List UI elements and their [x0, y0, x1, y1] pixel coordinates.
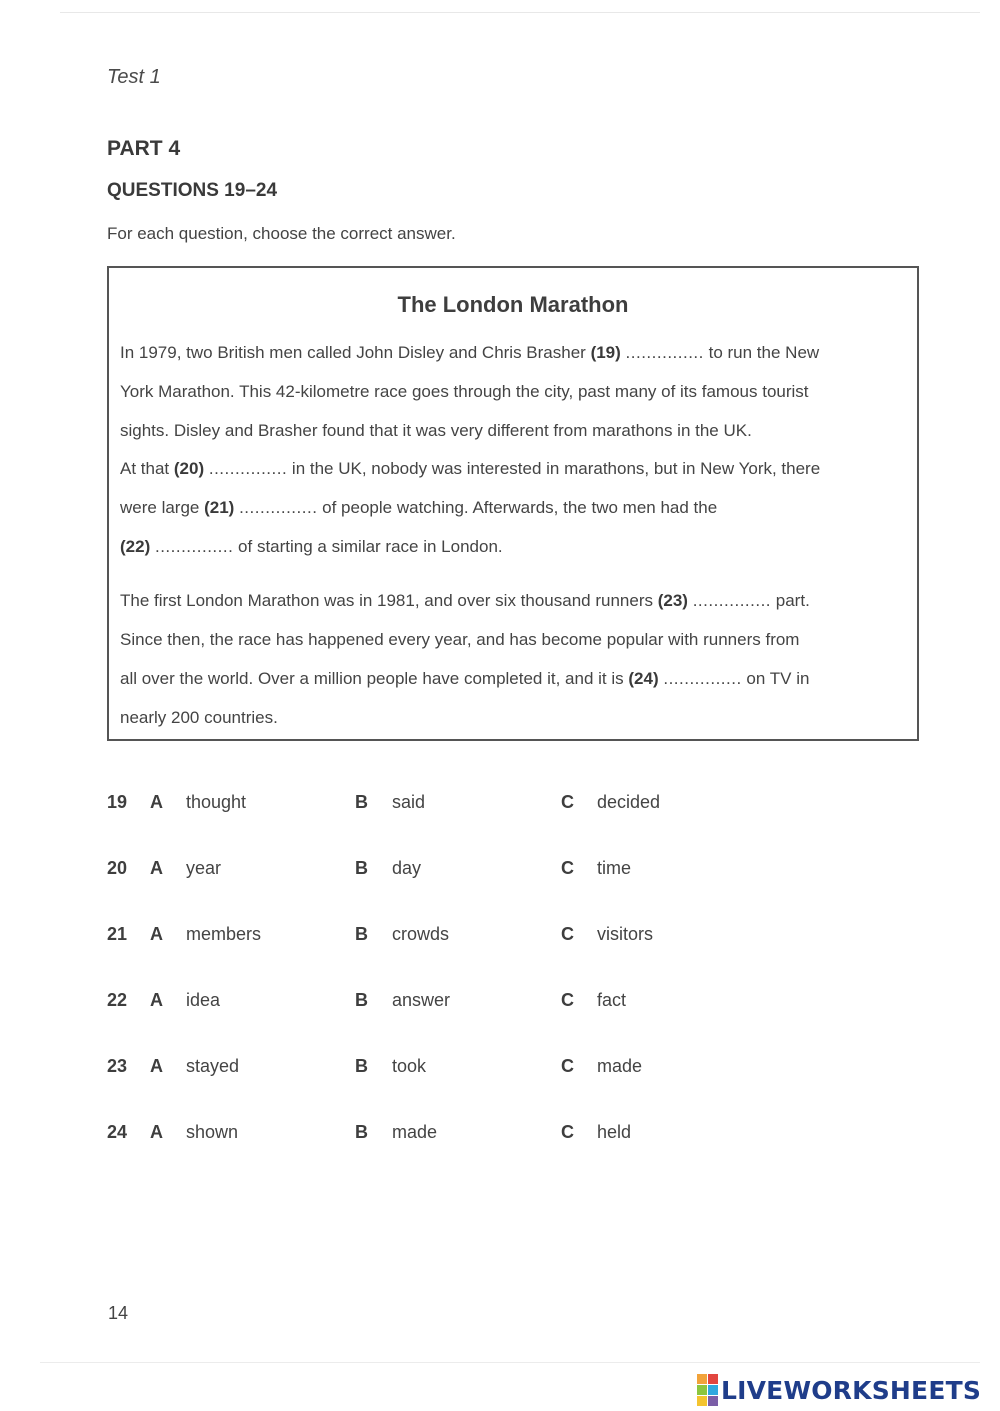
option-24-a[interactable]: shown	[186, 1122, 239, 1142]
liveworksheets-logo-icon	[697, 1374, 718, 1406]
passage-line: The first London Marathon was in 1981, and over six thousand runners (23) ............... part.	[120, 591, 810, 610]
gap-blank-24[interactable]: ...............	[663, 669, 742, 688]
option-21-c[interactable]: visitors	[597, 924, 654, 944]
question-number: 24	[107, 1122, 128, 1142]
option-20-b[interactable]: day	[392, 858, 422, 878]
gap-blank-22[interactable]: ...............	[154, 537, 234, 556]
liveworksheets-wordmark: LIVEWORKSHEETS	[721, 1375, 982, 1405]
scan-edge-bottom	[40, 1362, 980, 1363]
option-22-c[interactable]: fact	[597, 990, 627, 1010]
option-19-c[interactable]: decided	[597, 792, 661, 812]
question-number: 22	[107, 990, 128, 1010]
scan-edge-top	[60, 12, 980, 13]
passage-line: At that (20) ............... in the UK, nobody was interested in marathons, but in New York, there	[120, 459, 821, 478]
gap-blank-20[interactable]: ...............	[208, 459, 288, 478]
option-21-b[interactable]: crowds	[392, 924, 450, 944]
gap-blank-23[interactable]: ...............	[692, 591, 772, 610]
option-23-a[interactable]: stayed	[186, 1056, 240, 1076]
passage-line: were large (21) ............... of people watching. Afterwards, the two men had the	[120, 498, 718, 517]
page-number: 14	[108, 1303, 129, 1323]
passage-line: (22) ............... of starting a similar race in London.	[120, 537, 503, 556]
option-23-b[interactable]: took	[392, 1056, 427, 1076]
gap-blank-21[interactable]: ...............	[239, 498, 318, 517]
option-24-b[interactable]: made	[392, 1122, 438, 1142]
passage-line: York Marathon. This 42-kilometre race goes through the city, past many of its famous tourist	[120, 382, 809, 401]
logo-tile	[697, 1374, 707, 1384]
question-number: 21	[107, 924, 128, 944]
option-letter-c: C	[561, 1122, 574, 1142]
passage-box	[107, 266, 919, 741]
option-letter-a: A	[150, 858, 163, 878]
passage-title: The London Marathon	[397, 292, 629, 317]
question-number: 23	[107, 1056, 128, 1076]
option-22-b[interactable]: answer	[392, 990, 451, 1010]
gap-number-19: (19)	[590, 343, 621, 362]
gap-number-22: (22)	[120, 537, 151, 556]
option-22-a[interactable]: idea	[186, 990, 221, 1010]
option-letter-b: B	[355, 858, 368, 878]
option-letter-b: B	[355, 1056, 368, 1076]
passage-line: all over the world. Over a million people have completed it, and it is (24) ............... on TV in	[120, 669, 810, 688]
logo-tile	[708, 1374, 718, 1384]
option-letter-b: B	[355, 792, 368, 812]
question-number: 20	[107, 858, 128, 878]
option-23-c[interactable]: made	[597, 1056, 643, 1076]
option-20-c[interactable]: time	[597, 858, 632, 878]
logo-tile	[697, 1385, 707, 1395]
option-letter-c: C	[561, 1056, 574, 1076]
questions-title: QUESTIONS 19–24	[107, 180, 278, 201]
option-letter-c: C	[561, 858, 574, 878]
option-21-a[interactable]: members	[186, 924, 262, 944]
option-letter-a: A	[150, 990, 163, 1010]
option-letter-a: A	[150, 792, 163, 812]
logo-tile	[708, 1396, 718, 1406]
option-19-b[interactable]: said	[392, 792, 426, 812]
option-letter-a: A	[150, 924, 163, 944]
option-24-c[interactable]: held	[597, 1122, 632, 1142]
option-letter-b: B	[355, 990, 368, 1010]
gap-number-21: (21)	[204, 498, 235, 517]
option-letter-c: C	[561, 792, 574, 812]
instruction-text: For each question, choose the correct answer.	[107, 224, 456, 243]
option-20-a[interactable]: year	[186, 858, 222, 878]
option-letter-a: A	[150, 1122, 163, 1142]
option-letter-c: C	[561, 990, 574, 1010]
option-letter-c: C	[561, 924, 574, 944]
passage-line: Since then, the race has happened every year, and has become popular with runners from	[120, 630, 800, 649]
passage-line: sights. Disley and Brasher found that it was very different from marathons in the UK.	[120, 421, 752, 440]
option-letter-a: A	[150, 1056, 163, 1076]
liveworksheets-logo	[697, 1375, 981, 1405]
passage-line: In 1979, two British men called John Disley and Chris Brasher (19) ............... to run the New	[120, 343, 820, 362]
passage-line: nearly 200 countries.	[120, 708, 278, 727]
option-letter-b: B	[355, 1122, 368, 1142]
part-title: PART 4	[107, 137, 181, 160]
gap-number-23: (23)	[657, 591, 688, 610]
gap-number-20: (20)	[173, 459, 205, 478]
gap-blank-19[interactable]: ...............	[625, 343, 704, 362]
logo-tile	[708, 1385, 718, 1395]
option-19-a[interactable]: thought	[186, 792, 247, 812]
question-number: 19	[107, 792, 128, 812]
test-label: Test 1	[107, 66, 161, 88]
gap-number-24: (24)	[628, 669, 659, 688]
logo-tile	[697, 1396, 707, 1406]
option-letter-b: B	[355, 924, 368, 944]
